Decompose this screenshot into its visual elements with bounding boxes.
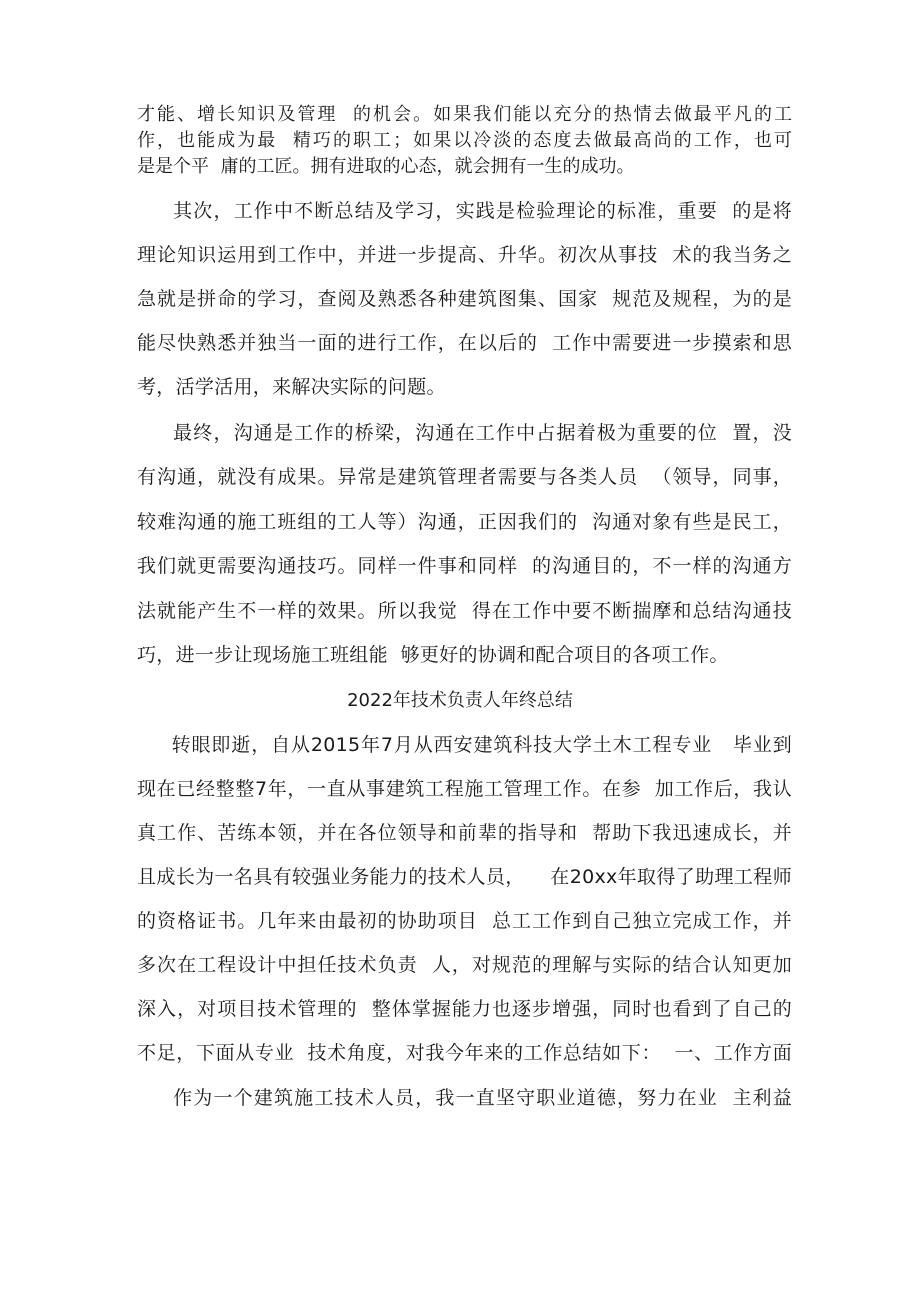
text-line: 较难沟通的施工班组的工人等）沟通，正因我们的 沟通对象有些是民工， xyxy=(137,511,792,533)
text-line: 转眼即逝，自从2015年7月从西安建筑科技大学土木工程专业 毕业到 xyxy=(137,734,792,756)
text-line: 法就能产生不一样的效果。所以我觉 得在工作中要不断揣摩和总结沟通技 xyxy=(137,600,792,622)
text-line: 且成长为一名具有较强业务能力的技术人员， 在20xx年取得了助理工程师 xyxy=(137,866,792,888)
text-line: 我们就更需要沟通技巧。同样一件事和同样 的沟通目的，不一样的沟通方 xyxy=(137,555,792,577)
text-line: 最终，沟通是工作的桥梁，沟通在工作中占据着极为重要的位 置，没 xyxy=(137,422,792,444)
text-line: 作为一个建筑施工技术人员，我一直坚守职业道德，努力在业 主利益 xyxy=(137,1087,792,1109)
text-line: 深入，对项目技术管理的 整体掌握能力也逐步增强，同时也看到了自己的 xyxy=(137,998,792,1020)
text-line: 的资格证书。几年来由最初的协助项目 总工工作到自己独立完成工作，并 xyxy=(137,910,792,932)
text-line: 有沟通，就没有成果。异常是建筑管理者需要与各类人员 （领导，同事， xyxy=(137,466,792,488)
text-line: 其次，工作中不断总结及学习，实践是检验理论的标准，重要 的是将 xyxy=(137,200,792,222)
text-line: 急就是拼命的学习，查阅及熟悉各种建筑图集、国家 规范及规程，为的是 xyxy=(137,288,792,310)
text-line: 不足，下面从专业 技术角度，对我今年来的工作总结如下： 一、工作方面 xyxy=(137,1042,792,1064)
text-line: 多次在工程设计中担任技术负责 人，对规范的理解与实际的结合认知更加 xyxy=(137,954,792,976)
text-line: 能尽快熟悉并独当一面的进行工作，在以后的 工作中需要进一步摸索和思 xyxy=(137,332,792,354)
text-line: 考，活学活用，来解决实际的问题。 xyxy=(137,376,446,398)
section-title: 2022年技术负责人年终总结 xyxy=(347,690,573,711)
text-line: 是是个平 庸的工匠。拥有进取的心态，就会拥有一生的成功。 xyxy=(137,156,635,177)
text-line: 现在已经整整7年，一直从事建筑工程施工管理工作。在参 加工作后，我认 xyxy=(137,778,792,800)
text-line: 作，也能成为最 精巧的职工；如果以冷淡的态度去做最高尚的工作，也可 xyxy=(137,130,792,151)
text-line: 理论知识运用到工作中，并进一步提高、升华。初次从事技 术的我当务之 xyxy=(137,244,792,266)
text-line: 真工作、苦练本领，并在各位领导和前辈的指导和 帮助下我迅速成长，并 xyxy=(137,822,792,844)
text-line: 才能、增长知识及管理 的机会。如果我们能以充分的热情去做最平凡的工 xyxy=(137,104,792,125)
text-line: 巧，进一步让现场施工班组能 够更好的协调和配合项目的各项工作。 xyxy=(137,644,729,666)
